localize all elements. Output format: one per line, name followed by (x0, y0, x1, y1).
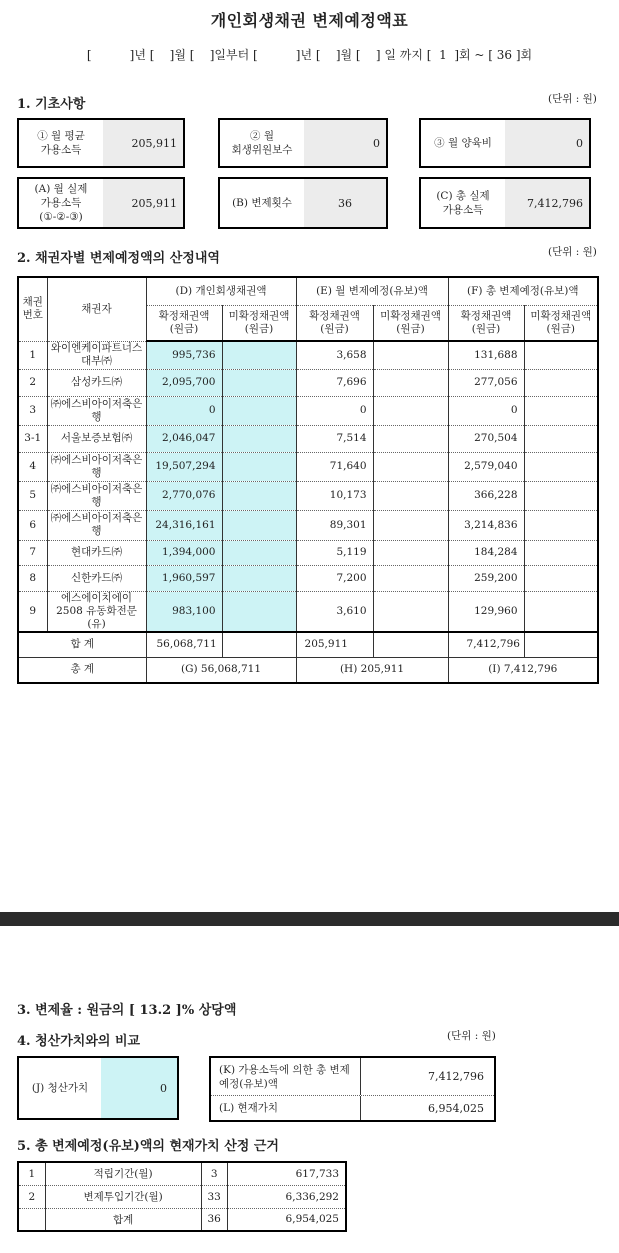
row-f-confirmed: 270,504 (448, 425, 524, 452)
section1-heading: 1. 기초사항 (17, 97, 86, 112)
avg-income-label: ① 월 평균 가용소득 (37, 130, 85, 156)
row-f-confirmed: 2,579,040 (448, 452, 524, 481)
pv-row-months: 36 (201, 1208, 227, 1231)
row-d-confirmed: 19,507,294 (146, 452, 222, 481)
trustee-fee-value: 0 (304, 120, 386, 166)
row-e-confirmed: 7,514 (296, 425, 373, 452)
total-income-label: (C) 총 실제 가용소득 (436, 190, 490, 216)
row-f-unconfirmed (524, 396, 598, 425)
row-d-confirmed: 2,095,700 (146, 369, 222, 396)
d-confirmed-header: 확정채권액 (원금) (146, 305, 222, 341)
table-row (18, 341, 598, 369)
k-label: (K) 가용소득에 의한 총 변제 예정(유보)액 (211, 1058, 361, 1095)
pv-row-no: 1 (18, 1162, 45, 1185)
row-d-confirmed: 983,100 (146, 591, 222, 632)
sum-e: 205,911 (296, 632, 373, 658)
section4-heading: 4. 청산가치와의 비교 (17, 1034, 141, 1049)
row-d-confirmed: 995,736 (146, 341, 222, 369)
row-no: 3 (18, 396, 47, 425)
repayment-count-label: (B) 변제횟수 (232, 197, 292, 209)
trustee-fee-box (218, 118, 388, 168)
row-f-confirmed: 0 (448, 396, 524, 425)
row-e-unconfirmed (373, 425, 448, 452)
row-d-unconfirmed (222, 510, 296, 540)
row-f-confirmed: 366,228 (448, 481, 524, 510)
row-creditor: ㈜에스비아이저축은 행 (47, 481, 146, 510)
pv-row-no (18, 1208, 45, 1231)
row-f-unconfirmed (524, 369, 598, 396)
pv-row-label: 변제투입기간(월) (45, 1185, 201, 1208)
total-i: (I) 7,412,796 (448, 658, 598, 683)
row-f-confirmed: 3,214,836 (448, 510, 524, 540)
row-creditor: ㈜에스비아이저축은 행 (47, 396, 146, 425)
repayment-count-box (218, 177, 388, 229)
unit-label-1: (단위 : 원) (548, 93, 597, 105)
sum-d-unconfirmed (222, 632, 296, 658)
present-value-table (17, 1161, 347, 1232)
pv-row-value: 6,336,292 (227, 1185, 346, 1208)
row-no: 6 (18, 510, 47, 540)
row-creditor: ㈜에스비아이저축은 행 (47, 510, 146, 540)
row-f-unconfirmed (524, 341, 598, 369)
row-e-unconfirmed (373, 510, 448, 540)
row-f-confirmed: 259,200 (448, 565, 524, 591)
row-e-confirmed: 0 (296, 396, 373, 425)
row-f-unconfirmed (524, 425, 598, 452)
row-creditor: 에스에이치에이 2508 유동화전문(유) (47, 591, 146, 632)
row-d-unconfirmed (222, 481, 296, 510)
table-row (18, 540, 598, 565)
row-d-confirmed: 2,046,047 (146, 425, 222, 452)
row-d-unconfirmed (222, 341, 296, 369)
comparison-box (209, 1056, 496, 1122)
table-row (18, 425, 598, 452)
page-divider (0, 912, 619, 926)
row-no: 5 (18, 481, 47, 510)
row-e-confirmed: 71,640 (296, 452, 373, 481)
liquidation-value-label: (J) 청산가치 (31, 1082, 89, 1094)
row-d-confirmed: 24,316,161 (146, 510, 222, 540)
table-row (18, 1162, 346, 1185)
pv-row-months: 33 (201, 1185, 227, 1208)
sum-e-unconfirmed (373, 632, 448, 658)
col-no-header: 채권 번호 (18, 277, 47, 341)
group-e-header: (E) 월 변제예정(유보)액 (296, 277, 448, 305)
row-d-unconfirmed (222, 396, 296, 425)
total-h: (H) 205,911 (296, 658, 448, 683)
total-row (18, 658, 598, 683)
child-support-label: ③ 월 양육비 (434, 137, 492, 149)
row-d-unconfirmed (222, 540, 296, 565)
table-row (18, 481, 598, 510)
row-e-unconfirmed (373, 452, 448, 481)
row-d-unconfirmed (222, 452, 296, 481)
col-creditor-header: 채권자 (47, 277, 146, 341)
liquidation-value: 0 (101, 1058, 177, 1118)
row-no: 9 (18, 591, 47, 632)
k-row (211, 1058, 494, 1096)
row-f-confirmed: 184,284 (448, 540, 524, 565)
sum-f-unconfirmed (524, 632, 598, 658)
row-no: 4 (18, 452, 47, 481)
row-f-unconfirmed (524, 452, 598, 481)
table-row (18, 452, 598, 481)
pv-row-months: 3 (201, 1162, 227, 1185)
e-confirmed-header: 확정채권액 (원금) (296, 305, 373, 341)
total-g: (G) 56,068,711 (146, 658, 296, 683)
total-label: 총 계 (18, 658, 146, 683)
l-label: (L) 현재가치 (211, 1096, 361, 1120)
row-e-unconfirmed (373, 591, 448, 632)
section2-heading: 2. 채권자별 변제예정액의 산정내역 (17, 251, 220, 266)
total-income-value: 7,412,796 (505, 179, 589, 227)
page-title: 개인회생채권 변제예정액표 (210, 11, 409, 30)
row-no: 1 (18, 341, 47, 369)
f-confirmed-header: 확정채권액 (원금) (448, 305, 524, 341)
e-unconfirmed-header: 미확정채권액 (원금) (373, 305, 448, 341)
row-f-unconfirmed (524, 510, 598, 540)
sum-d: 56,068,711 (146, 632, 222, 658)
row-e-confirmed: 7,200 (296, 565, 373, 591)
row-e-unconfirmed (373, 396, 448, 425)
row-creditor: 삼성카드㈜ (47, 369, 146, 396)
sum-f: 7,412,796 (448, 632, 524, 658)
row-d-confirmed: 1,960,597 (146, 565, 222, 591)
row-f-confirmed: 131,688 (448, 341, 524, 369)
pv-row-label: 합계 (45, 1208, 201, 1231)
actual-income-box (17, 177, 185, 229)
row-e-confirmed: 5,119 (296, 540, 373, 565)
sum-row (18, 632, 598, 658)
table-row (18, 591, 598, 632)
d-unconfirmed-header: 미확정채권액 (원금) (222, 305, 296, 341)
row-f-unconfirmed (524, 591, 598, 632)
child-support-box (419, 118, 591, 168)
section5-heading: 5. 총 변제예정(유보)액의 현재가치 산정 근거 (17, 1139, 279, 1154)
unit-label-2: (단위 : 원) (548, 246, 597, 258)
row-d-confirmed: 1,394,000 (146, 540, 222, 565)
row-f-unconfirmed (524, 565, 598, 591)
row-e-confirmed: 89,301 (296, 510, 373, 540)
pv-row-value: 6,954,025 (227, 1208, 346, 1231)
creditor-rows (18, 341, 598, 683)
row-e-confirmed: 3,610 (296, 591, 373, 632)
avg-income-box (17, 118, 185, 168)
row-d-unconfirmed (222, 565, 296, 591)
table-row (18, 396, 598, 425)
section3-heading: 3. 변제율 : 원금의 [ 13.2 ]% 상당액 (17, 1003, 237, 1018)
row-e-unconfirmed (373, 341, 448, 369)
row-creditor: 신한카드㈜ (47, 565, 146, 591)
f-unconfirmed-header: 미확정채권액 (원금) (524, 305, 598, 341)
row-no: 7 (18, 540, 47, 565)
total-income-box (419, 177, 591, 229)
row-f-confirmed: 277,056 (448, 369, 524, 396)
row-f-unconfirmed (524, 481, 598, 510)
row-e-confirmed: 3,658 (296, 341, 373, 369)
row-creditor: 와이엔케이파트너스 대부㈜ (47, 341, 146, 369)
creditor-table (17, 276, 599, 684)
row-d-unconfirmed (222, 425, 296, 452)
row-no: 8 (18, 565, 47, 591)
row-f-unconfirmed (524, 540, 598, 565)
table-row (18, 369, 598, 396)
trustee-fee-label: ② 월 회생위원보수 (231, 130, 293, 156)
actual-income-label: (A) 월 실제 가용소득 (①-②-③) (34, 183, 88, 223)
table-row (18, 565, 598, 591)
unit-label-4: (단위 : 원) (447, 1030, 496, 1042)
row-d-confirmed: 2,770,076 (146, 481, 222, 510)
row-d-unconfirmed (222, 591, 296, 632)
row-creditor: 서울보증보험㈜ (47, 425, 146, 452)
row-d-unconfirmed (222, 369, 296, 396)
table-row (18, 510, 598, 540)
row-e-unconfirmed (373, 481, 448, 510)
group-d-header: (D) 개인회생채권액 (146, 277, 296, 305)
child-support-value: 0 (505, 120, 589, 166)
table-row (18, 1185, 346, 1208)
pv-row-value: 617,733 (227, 1162, 346, 1185)
row-no: 2 (18, 369, 47, 396)
pv-row-label: 적립기간(월) (45, 1162, 201, 1185)
row-e-unconfirmed (373, 540, 448, 565)
row-e-confirmed: 10,173 (296, 481, 373, 510)
row-creditor: ㈜에스비아이저축은 행 (47, 452, 146, 481)
sum-label: 합 계 (18, 632, 146, 658)
group-f-header: (F) 총 변제예정(유보)액 (448, 277, 598, 305)
row-no: 3-1 (18, 425, 47, 452)
row-f-confirmed: 129,960 (448, 591, 524, 632)
period-line: [ ]년 [ ]월 [ ]일부터 [ ]년 [ ]월 [ ] 일 까지 [ 1 ]회 ~ [ 36 ]회 (86, 48, 533, 62)
row-e-unconfirmed (373, 369, 448, 396)
l-row (211, 1096, 494, 1120)
liquidation-value-box (17, 1056, 179, 1120)
actual-income-value: 205,911 (103, 179, 183, 227)
repayment-count-value: 36 (304, 179, 386, 227)
row-e-unconfirmed (373, 565, 448, 591)
row-d-confirmed: 0 (146, 396, 222, 425)
pv-row-no: 2 (18, 1185, 45, 1208)
l-value: 6,954,025 (428, 1101, 484, 1115)
row-e-confirmed: 7,696 (296, 369, 373, 396)
avg-income-value: 205,911 (103, 120, 183, 166)
k-value: 7,412,796 (428, 1070, 484, 1083)
row-creditor: 현대카드㈜ (47, 540, 146, 565)
table-row (18, 1208, 346, 1231)
